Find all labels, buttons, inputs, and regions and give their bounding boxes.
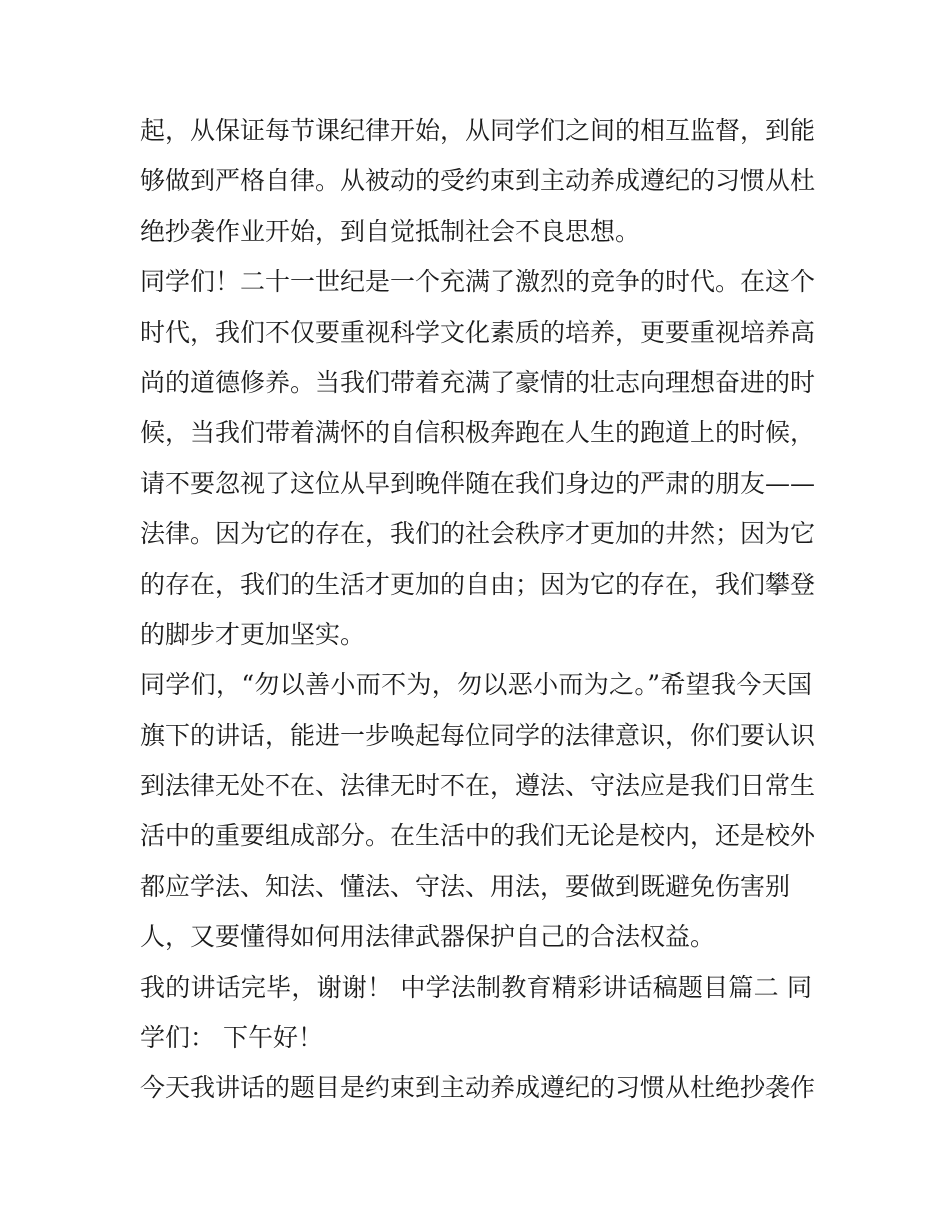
text-line: 我的讲话完毕，谢谢！ 中学法制教育精彩讲话稿题目篇二 同 [140, 972, 812, 1002]
text-line: 起，从保证每节课纪律开始，从同学们之间的相互监督，到能 [140, 116, 816, 145]
text-line: 今天我讲话的题目是约束到主动养成遵纪的习惯从杜绝抄袭作 [140, 1073, 816, 1103]
text-line: 尚的道德修养。当我们带着充满了豪情的壮志向理想奋进的时 [140, 367, 816, 397]
text-line: 时代，我们不仅要重视科学文化素质的培养，更要重视培养高 [140, 317, 816, 347]
text-line: 旗下的讲话，能进一步唤起每位同学的法律意识，你们要认识 [140, 720, 816, 750]
text-line: 都应学法、知法、懂法、守法、用法，要做到既避免伤害别 [140, 871, 791, 901]
text-line: 绝抄袭作业开始，到自觉抵制社会不良思想。 [140, 216, 641, 246]
text-line: 活中的重要组成部分。在生活中的我们无论是校内，还是校外 [140, 821, 816, 851]
text-line: 候，当我们带着满怀的自信积极奔跑在人生的跑道上的时候， [140, 418, 816, 448]
text-line: 请不要忽视了这位从早到晚伴随在我们身边的严肃的朋友—— [140, 468, 816, 498]
text-line: 的存在，我们的生活才更加的自由；因为它的存在，我们攀登 [140, 569, 816, 599]
text-line: 同学们！二十一世纪是一个充满了激烈的竞争的时代。在这个 [140, 267, 816, 297]
text-line: 到法律无处不在、法律无时不在，遵法、守法应是我们日常生 [140, 771, 816, 801]
text-line: 够做到严格自律。从被动的受约束到主动养成遵纪的习惯从杜 [140, 166, 816, 196]
text-line: 法律。因为它的存在，我们的社会秩序才更加的井然；因为它 [140, 519, 816, 549]
text-line: 同学们，“勿以善小而不为，勿以恶小而为之。”希望我今天国 [140, 670, 812, 700]
text-line: 的脚步才更加坚实。 [140, 619, 366, 649]
document-body [140, 106, 816, 1114]
text-line: 人，又要懂得如何用法律武器保护自己的合法权益。 [140, 922, 716, 952]
text-line: 学们： 下午好！ [140, 1023, 323, 1053]
